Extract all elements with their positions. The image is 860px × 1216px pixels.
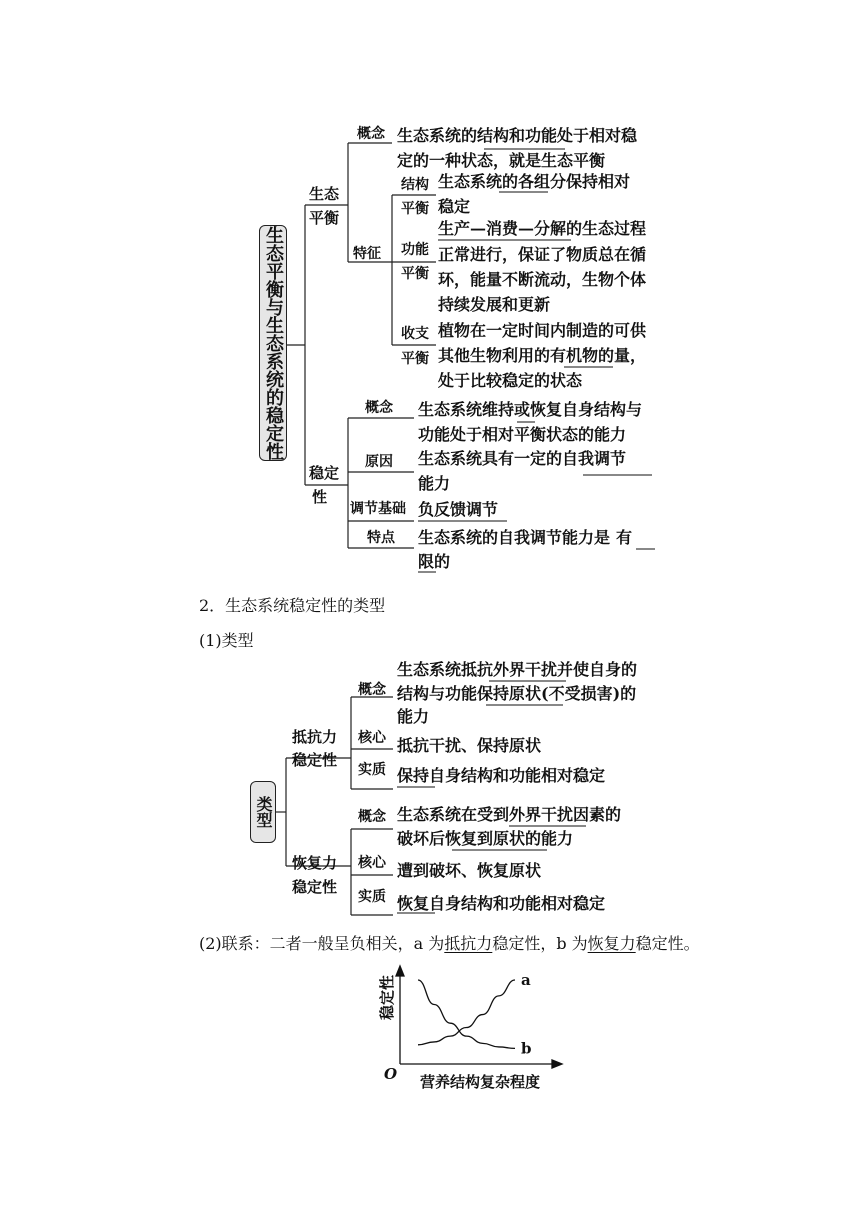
reason-text-2: 能力 <box>418 474 451 493</box>
sub2-text: (2)联系：二者一般呈负相关，a 为抵抗力稳定性，b 为恢复力稳定性。 <box>199 934 700 953</box>
function-label-2: 平衡 <box>401 266 429 282</box>
recover-core-text: 遭到破坏、恢复原状 <box>397 861 542 880</box>
recover-core-label: 核心 <box>358 855 386 871</box>
structure-label-1: 结构 <box>401 177 429 193</box>
recover-concept-text-2: 破坏后恢复到原状的能力 <box>397 829 574 848</box>
recover-concept-label: 概念 <box>358 809 386 825</box>
resist-label-1: 抵抗力 <box>292 728 338 746</box>
x-axis-arrow <box>552 1060 562 1068</box>
trait-text-1: 生态系统的自我调节能力是 有 <box>418 528 633 547</box>
budget-text-2: 其他生物利用的有机物的量， <box>438 346 647 365</box>
balance-label-1: 生态 <box>309 185 340 203</box>
reason-text-1: 生态系统具有一定的自我调节 <box>418 449 627 468</box>
series-a-line <box>418 980 515 1045</box>
stability-label-2: 性 <box>312 488 328 506</box>
recover-concept-text-1: 生态系统在受到外界干扰因素的 <box>397 805 622 824</box>
resist-concept-text-1: 生态系统抵抗外界干扰并使自身的 <box>397 660 638 679</box>
balance-concept-text-2: 定的一种状态，就是生态平衡 <box>397 151 606 170</box>
recover-label-1: 恢复力 <box>292 854 338 872</box>
stab-concept-text-1: 生态系统维持或恢复自身结构与 <box>418 400 643 419</box>
series-a-label: a <box>521 971 531 989</box>
y-axis-label: 稳定性 <box>378 974 396 1020</box>
resist-essence-label: 实质 <box>358 762 386 778</box>
origin-label: O <box>384 1065 398 1083</box>
section2-title: 2．生态系统稳定性的类型 <box>199 596 386 615</box>
budget-text-3: 处于比较稳定的状态 <box>438 371 583 390</box>
x-axis-label: 营养结构复杂程度 <box>420 1073 541 1091</box>
budget-label-1: 收支 <box>401 326 429 342</box>
stab-concept-label: 概念 <box>365 400 393 416</box>
budget-text-1: 植物在一定时间内制造的可供 <box>438 321 647 340</box>
trait-label: 特点 <box>367 530 395 546</box>
feature-label: 特征 <box>353 246 381 262</box>
recover-essence-text: 恢复自身结构和功能相对稳定 <box>397 894 606 913</box>
balance-concept-label: 概念 <box>357 126 385 142</box>
resist-concept-text-3: 能力 <box>397 707 430 726</box>
function-label-1: 功能 <box>401 242 429 258</box>
stab-concept-text-2: 功能处于相对平衡状态的能力 <box>418 425 627 444</box>
trait-text-2: 限的 <box>418 552 451 571</box>
structure-label-2: 平衡 <box>401 201 429 217</box>
series-b-line <box>418 980 515 1048</box>
y-axis-arrow <box>396 966 404 976</box>
resist-concept-label: 概念 <box>358 682 386 698</box>
basis-text: 负反馈调节 <box>418 500 499 519</box>
recover-label-2: 稳定性 <box>292 878 338 896</box>
resist-essence-text: 保持自身结构和功能相对稳定 <box>397 766 606 785</box>
sub1-title: (1)类型 <box>199 631 254 650</box>
resist-concept-text-2: 结构与功能保持原状(不受损害)的 <box>397 684 637 703</box>
structure-text-2: 稳定 <box>438 197 471 216</box>
resist-core-label: 核心 <box>358 730 386 746</box>
map1-root-label: 生态平衡与生态系统的稳定性 <box>263 226 284 460</box>
function-text-1: 生产—消费—分解的生态过程 <box>438 219 647 238</box>
resist-core-text: 抵抗干扰、保持原状 <box>397 736 542 755</box>
balance-label-2: 平衡 <box>309 209 340 227</box>
function-text-4: 持续发展和更新 <box>438 295 551 314</box>
recover-essence-label: 实质 <box>358 889 386 905</box>
function-text-3: 环，能量不断流动，生物个体 <box>438 270 647 289</box>
map2-root-label: 类型 <box>254 796 273 828</box>
reason-label: 原因 <box>365 454 393 470</box>
budget-label-2: 平衡 <box>401 351 429 367</box>
function-text-2: 正常进行，保证了物质总在循 <box>438 245 647 264</box>
series-b-label: b <box>521 1039 532 1058</box>
basis-label: 调节基础 <box>350 501 406 517</box>
stability-label-1: 稳定 <box>309 464 340 482</box>
structure-text-1: 生态系统的各组分保持相对 <box>438 172 631 191</box>
resist-label-2: 稳定性 <box>292 751 338 769</box>
balance-concept-text-1: 生态系统的结构和功能处于相对稳 <box>397 126 638 145</box>
